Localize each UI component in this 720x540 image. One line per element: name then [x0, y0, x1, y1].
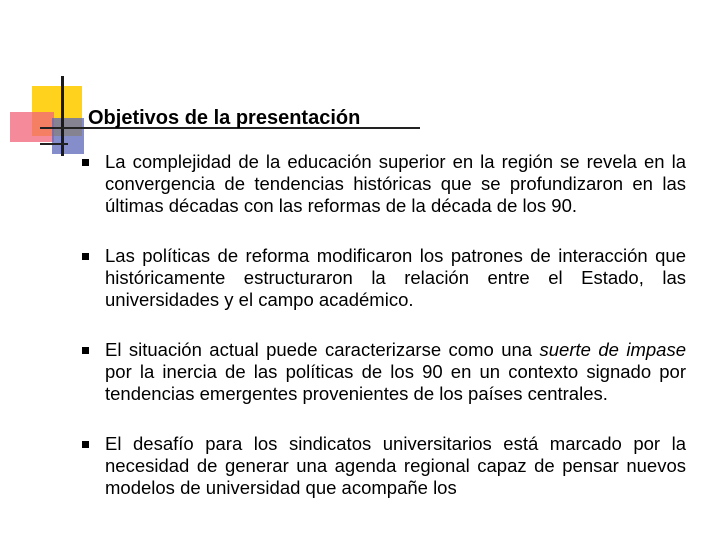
bullet-item — [78, 151, 686, 217]
bullet-text-post: por la inercia de las políticas de los 90 en un contexto signado por tendencias emergentes provenientes de los países centrales. — [105, 361, 686, 404]
square-bullet-icon — [82, 441, 89, 448]
bullet-text: El desafío para los sindicatos universitarios está marcado por la necesidad de generar una agenda regional capaz de pensar nuevos modelos de universidad que acompañe los — [105, 433, 686, 498]
bullet-item — [78, 433, 686, 499]
decor-blue-square — [52, 118, 84, 154]
bullet-text: Las políticas de reforma modificaron los patrones de interacción que históricamente estructuraron la relación entre el Estado, las universidades y el campo académico. — [105, 245, 686, 310]
slide-title: Objetivos de la presentación — [88, 107, 361, 129]
bullet-item — [78, 339, 686, 405]
square-bullet-icon — [82, 347, 89, 354]
decor-short-line — [40, 143, 68, 145]
bullet-text: La complejidad de la educación superior en la región se revela en la convergencia de tendencias históricas que se profundizaron en las últimas décadas con las reformas de la década de los 90. — [105, 151, 686, 216]
bullet-text — [105, 339, 686, 405]
bullet-text-emphasis: suerte de impase — [539, 339, 686, 360]
bullet-list — [78, 151, 686, 527]
bullet-item — [78, 245, 686, 311]
square-bullet-icon — [82, 253, 89, 260]
bullet-text-pre: El situación actual puede caracterizarse como una — [105, 339, 540, 360]
square-bullet-icon — [82, 159, 89, 166]
